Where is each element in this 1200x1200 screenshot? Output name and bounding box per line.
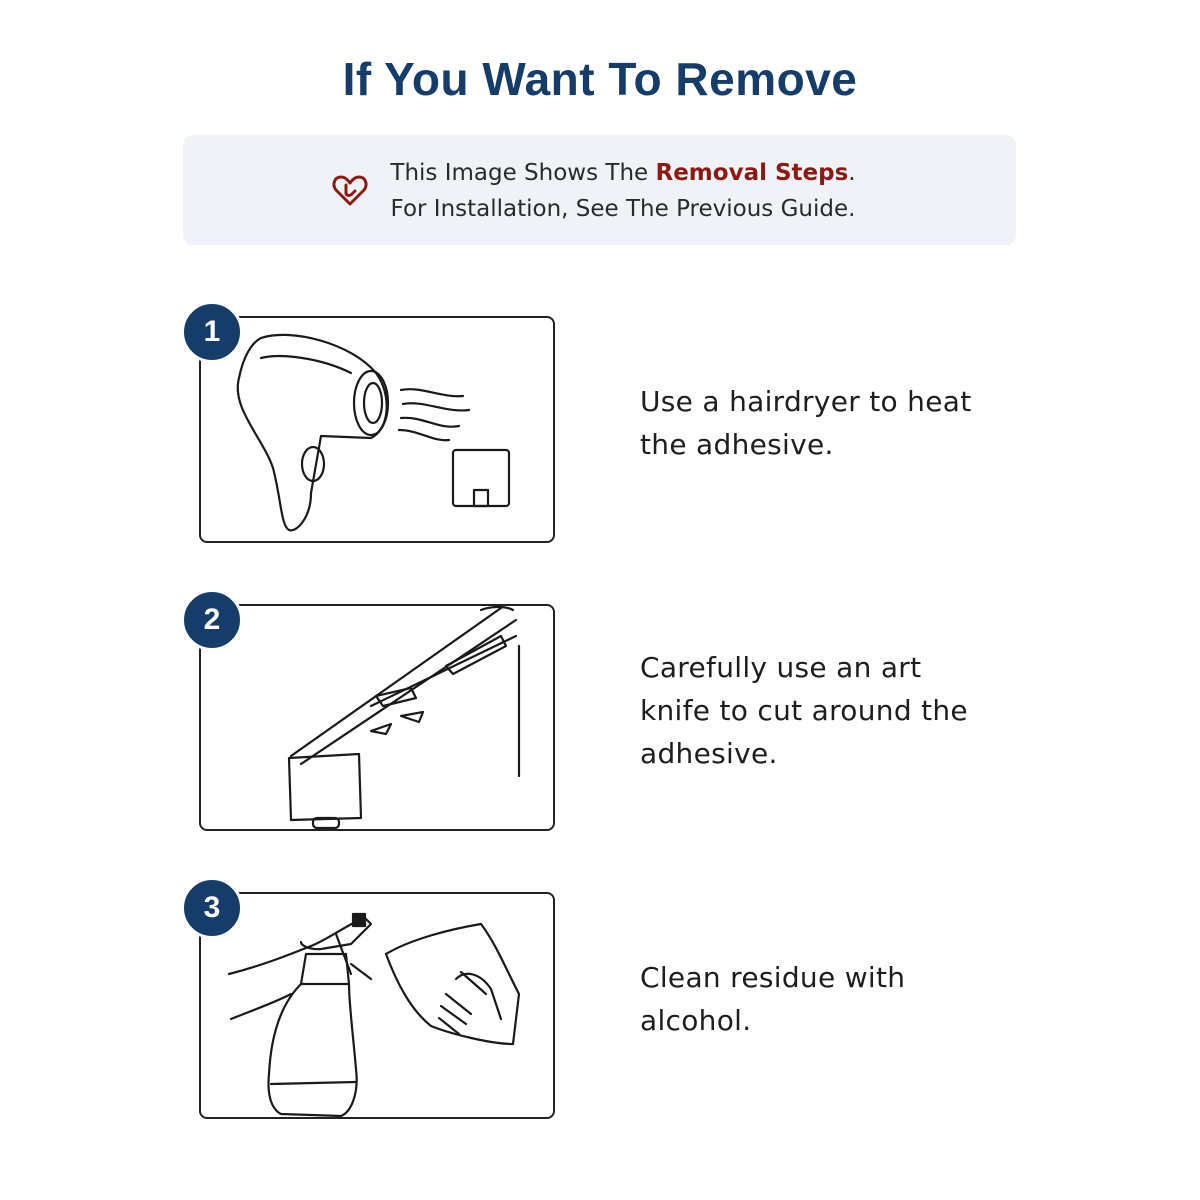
step-3-illustration <box>199 892 555 1119</box>
notice-line1-suffix: . <box>848 160 856 186</box>
notice-text <box>373 155 873 227</box>
step-3-text: Clean residue with alcohol. <box>640 961 906 1037</box>
heart-hook-icon <box>331 171 369 209</box>
notice-line1-prefix: This Image Shows The <box>390 160 656 186</box>
hairdryer-icon <box>201 318 555 543</box>
step-1-badge: 1 <box>181 301 243 363</box>
page-title: If You Want To Remove <box>342 53 858 105</box>
step-3-badge: 3 <box>181 877 243 939</box>
notice-banner <box>183 135 1016 245</box>
step-2-illustration <box>199 604 555 831</box>
notice-line2: For Installation, See The Previous Guide. <box>390 196 856 222</box>
notice-highlight: Removal Steps <box>655 160 849 186</box>
step-1-illustration <box>199 316 555 543</box>
step-2-text: Carefully use an art knife to cut around the adhesive. <box>640 651 968 770</box>
art-knife-icon <box>201 606 555 831</box>
spray-bottle-icon <box>201 894 555 1119</box>
step-1-text: Use a hairdryer to heat the adhesive. <box>640 385 972 461</box>
step-2-badge: 2 <box>181 589 243 651</box>
